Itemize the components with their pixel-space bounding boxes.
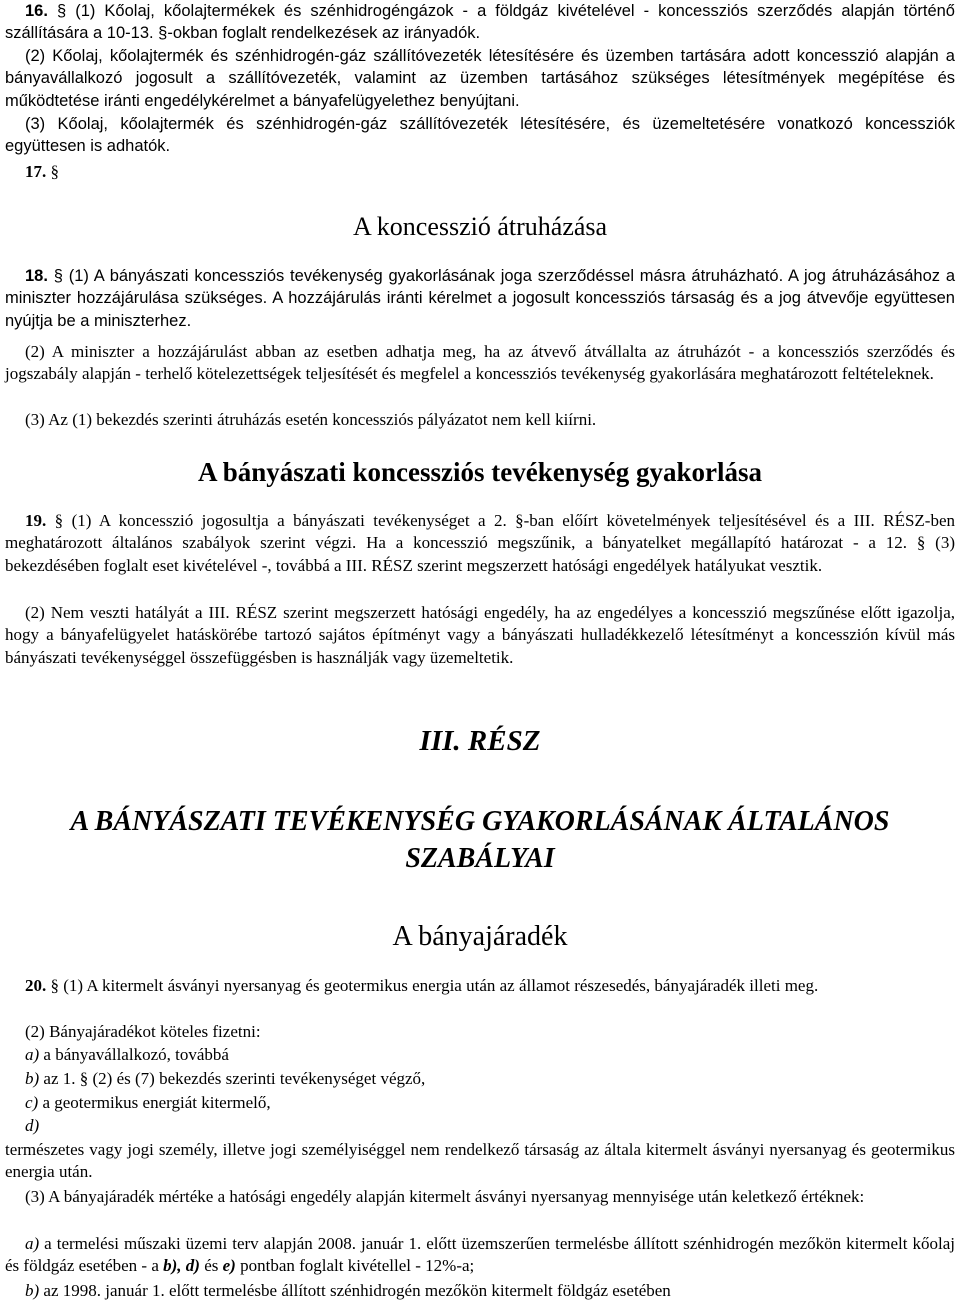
section-number: 19. <box>25 511 47 530</box>
list-item-d-text: természetes vagy jogi személy, illetve jogi személyiséggel nem rendelkező társaság az általa kitermelt ásványi nyersanyag és geotermikus energia után. <box>5 1140 955 1182</box>
section-sign: § <box>50 162 59 181</box>
paragraph-19-1 <box>5 510 955 577</box>
list-label: d) <box>25 1116 40 1135</box>
list-item-d <box>5 1115 955 1137</box>
paragraph-20-1 <box>5 975 955 997</box>
list-text: a geotermikus energiát kitermelő, <box>38 1093 271 1112</box>
section-number: 18. <box>25 267 48 285</box>
heading-general-rules-line-2: SZABÁLYAI <box>405 843 555 874</box>
paragraph-text: (1) A kitermelt ásványi nyersanyag és geotermikus energia után az államot részesedés, bányajáradék illeti meg. <box>63 976 819 995</box>
paragraph-16-2: (2) Kőolaj, kőolajtermék és szénhidrogén-gáz szállítóvezeték létesítésére és üzemben tartására adott koncesszió alapján a bányavállalkozó jogosult a szállítóvezeték, valamint az üzemben tartásához szükséges létesítmények megépítése és működtetése iránti engedélykérelmet a bányafelügyelethez benyújtani. <box>5 47 955 110</box>
list-item-b <box>5 1068 955 1090</box>
heading-banyajaradek: A bányajáradék <box>392 921 568 952</box>
section-number: 20. <box>25 976 47 995</box>
section-sign: § <box>53 267 63 285</box>
list-label: a) <box>25 1045 40 1064</box>
section-sign: § <box>54 511 64 530</box>
paragraph-19-2: (2) Nem veszti hatályát a III. RÉSZ szerint megszerzett hatósági engedély, ha az engedélyes a koncesszió megszűnése előtt igazolja, hogy a bányafelügyelet hatáskörébe tartozó sajátos építményt vagy a bányászati hulladékkezelő létesítményt a koncesszión kívül más bányászati tevékenységgel összefüggésben is használják vagy üzemeltetik. <box>5 603 955 667</box>
paragraph-16-1 <box>5 0 955 45</box>
paragraph-text: (1) A bányászati koncessziós tevékenység gyakorlásának joga szerződéssel másra átruházható. A jog átruházásához a miniszter hozzájárulása szükséges. A hozzájárulás iránti kérelmet a jogosult koncessziós társaság és a jog átvevője együttesen nyújtja be a miniszterhez. <box>5 267 955 330</box>
section-number: 16. <box>25 2 48 20</box>
paragraph-18-3: (3) Az (1) bekezdés szerinti átruházás esetén koncessziós pályázatot nem kell kiírni. <box>25 410 597 429</box>
list-label: b) <box>25 1281 40 1300</box>
list-item-3a: a) a termelési műszaki üzemi terv alapján 2008. január 1. előtt üzemszerűen termelésbe állított szénhidrogén mezőkön kitermelt kőolaj és földgáz esetében - a b), d) és e) pontban foglalt kivétellel - 12%-a; <box>5 1234 955 1276</box>
list-label: a) <box>25 1234 40 1253</box>
paragraph-17 <box>5 161 955 183</box>
list-text: az 1. § (2) és (7) bekezdés szerinti tevékenységet végző, <box>39 1069 426 1088</box>
list-item-a <box>5 1044 955 1066</box>
section-sign: § <box>56 2 67 20</box>
list-text: a bányavállalkozó, továbbá <box>39 1045 229 1064</box>
heading-general-rules-line-1: A BÁNYÁSZATI TEVÉKENYSÉG GYAKORLÁSÁNAK ÁLTALÁNOS <box>70 806 890 837</box>
list-item-c <box>5 1092 955 1114</box>
paragraph-16-3: (3) Kőolaj, kőolajtermék és szénhidrogén-gáz szállítóvezeték létesítésére, és üzemeltetésére vonatkozó koncessziók együttesen is adhatók. <box>5 115 955 156</box>
list-item-3b <box>5 1280 955 1302</box>
heading-tevekenyseg-gyakorlasa: A bányászati koncessziós tevékenység gyakorlása <box>197 457 762 487</box>
heading-part-iii: III. RÉSZ <box>419 725 541 757</box>
paragraph-18-2: (2) A miniszter a hozzájárulást abban az esetben adhatja meg, ha az átvevő átvállalta az átruházót - a koncessziós szerződés és jogszabály alapján - terhelő kötelezettségek teljesítését és megfelel a koncessziós tevékenység gyakorlására meghatározott feltételeknek. <box>5 342 955 384</box>
paragraph-20-2: (2) Bányajáradékot köteles fizetni: <box>25 1022 261 1041</box>
section-number: 17. <box>25 162 47 181</box>
section-sign: § <box>50 976 59 995</box>
paragraph-text: (1) Kőolaj, kőolajtermékek és szénhidrogéngázok - a földgáz kivételével - koncessziós szerződés alapján történő szállítására a 10-13. §-okban foglalt rendelkezések az irányadók. <box>5 2 955 43</box>
reference: e) <box>222 1256 236 1276</box>
paragraph-20-3: (3) A bányajáradék mértéke a hatósági engedély alapján kitermelt ásványi nyersanyag mennyisége után keletkező értéknek: <box>25 1187 865 1206</box>
reference: b), d) <box>163 1256 200 1276</box>
list-label: b) <box>25 1069 40 1088</box>
list-label: c) <box>25 1093 39 1112</box>
list-text: az 1998. január 1. előtt termelésbe állított szénhidrogén mezőkön kitermelt földgáz esetében <box>39 1281 671 1300</box>
heading-koncesszio-atruhazasa: A koncesszió átruházása <box>352 212 608 241</box>
paragraph-text: (1) A koncesszió jogosultja a bányászati tevékenységet a 2. §-ban előírt követelmények teljesítésével és a III. RÉSZ-ben meghatározott általános szabályok szerint végzi. Ha a koncesszió megszűnik, a bányatelket megállapító határozat - a 12. § (3) bekezdésében foglalt eset kivételével -, továbbá a III. RÉSZ szerint megszerzett hatósági engedélyek hatályukat vesztik. <box>5 511 955 575</box>
paragraph-18-1 <box>5 265 955 332</box>
